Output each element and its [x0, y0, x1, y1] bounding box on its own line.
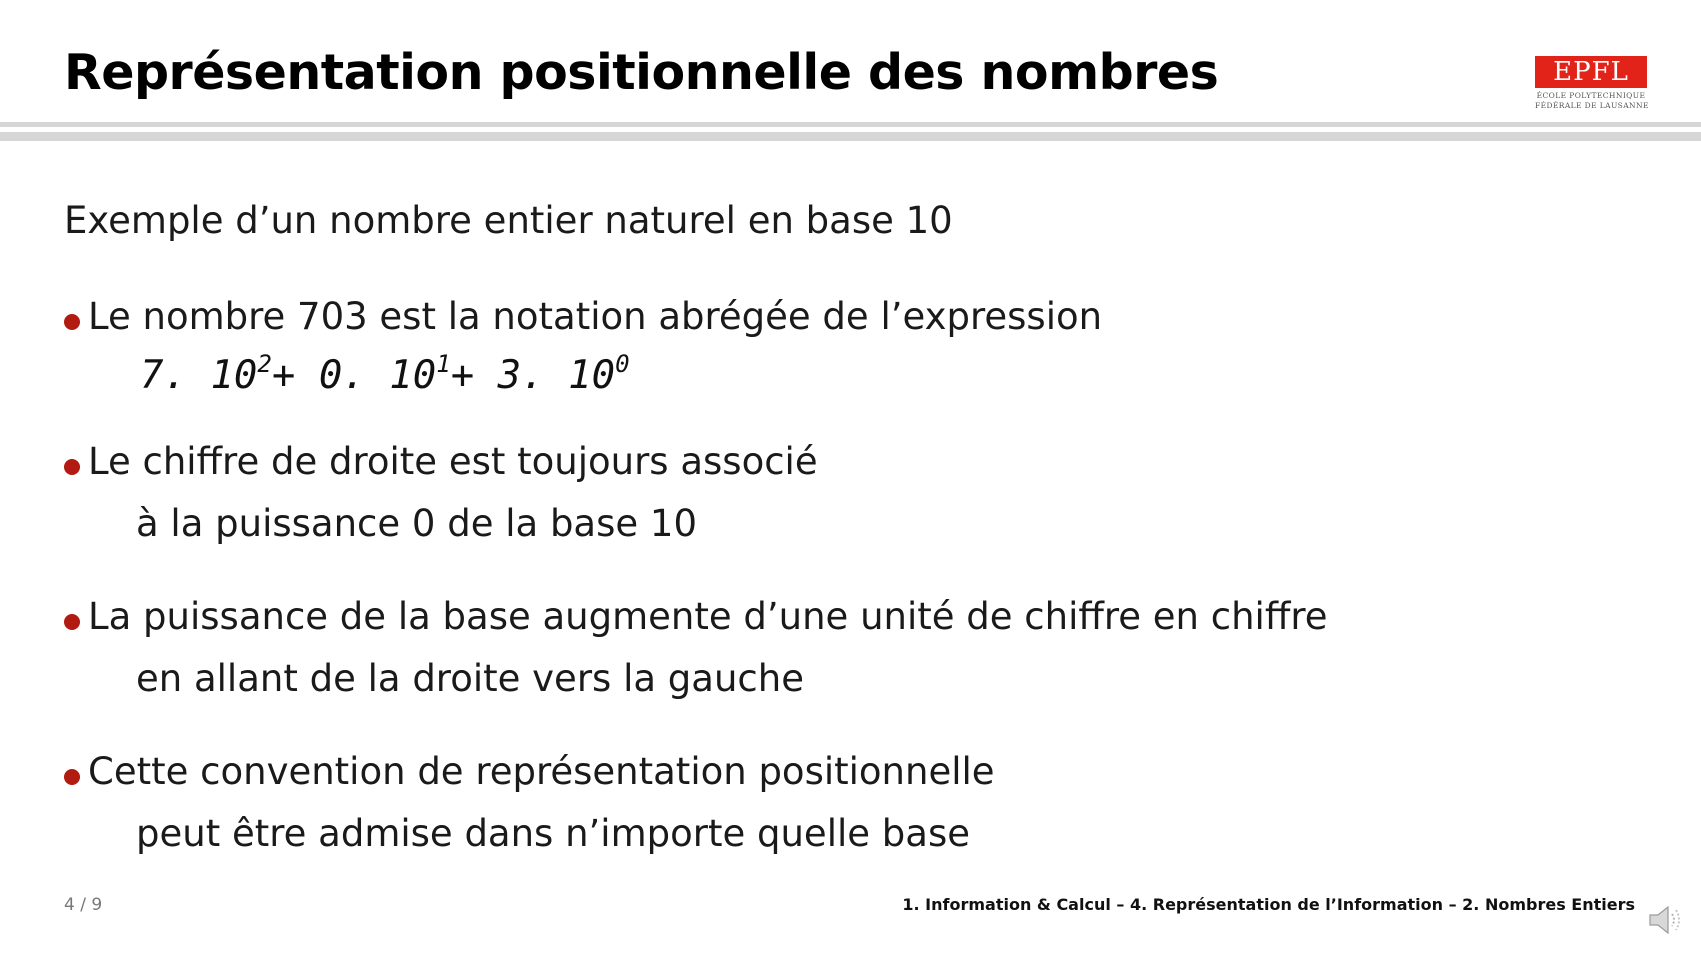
title-divider-top: [0, 122, 1701, 127]
bullet-4: [64, 741, 995, 865]
slide-title: Représentation positionnelle des nombres: [64, 44, 1219, 101]
bullet-3-line1: La puissance de la base augmente d’une unité de chiffre en chiffre: [88, 595, 1328, 638]
expr-exp-2: 1: [436, 350, 451, 378]
bullet-3-line2: en allant de la droite vers la gauche: [136, 657, 804, 700]
bullet-dot-icon: [64, 314, 80, 330]
bullet-1: [64, 286, 1102, 348]
bullet-2-line1: Le chiffre de droite est toujours associé: [88, 440, 818, 483]
logo-subtitle-2: FÉDÉRALE DE LAUSANNE: [1535, 101, 1649, 110]
bullet-2-line2: à la puissance 0 de la base 10: [136, 502, 697, 545]
bullet-dot-icon: [64, 614, 80, 630]
expr-term-1: 7. 10: [140, 353, 258, 398]
logo-text: EPFL: [1553, 57, 1629, 87]
bullet-1-text: Le nombre 703 est la notation abrégée de l’expression: [88, 295, 1103, 338]
epfl-logo: [1535, 56, 1647, 110]
page-number: 4 / 9: [64, 895, 103, 915]
expr-term-2: + 0. 10: [271, 353, 437, 398]
footer-breadcrumb: 1. Information & Calcul – 4. Représentation de l’Information – 2. Nombres Entiers: [902, 895, 1635, 914]
expr-term-3: + 3. 10: [450, 353, 616, 398]
expr-exp-1: 2: [257, 350, 272, 378]
logo-subtitle-1: ÉCOLE POLYTECHNIQUE: [1536, 91, 1646, 100]
title-divider-bottom: [0, 132, 1701, 141]
bullet-dot-icon: [64, 459, 80, 475]
speaker-icon[interactable]: [1648, 903, 1686, 937]
bullet-2: [64, 431, 818, 555]
bullet-4-line1: Cette convention de représentation positionnelle: [88, 750, 995, 793]
math-expression: [140, 350, 630, 398]
bullet-4-line2: peut être admise dans n’importe quelle base: [136, 812, 970, 855]
intro-text: Exemple d’un nombre entier naturel en base 10: [64, 199, 953, 242]
bullet-3: [64, 586, 1327, 710]
expr-exp-3: 0: [615, 350, 630, 378]
bullet-dot-icon: [64, 769, 80, 785]
